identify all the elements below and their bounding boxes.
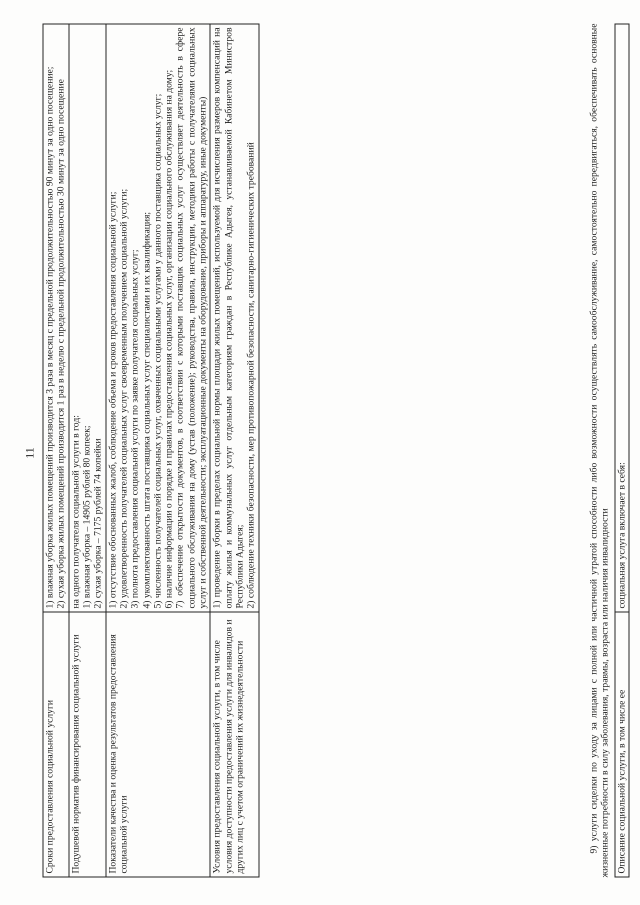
list-item: 1) влажная уборка жилых помещений производится 3 раза в месяц с предельной продолжительностью 90 минут за одно посещение;	[44, 66, 55, 608]
list-item: 6) наличие информации о порядке и правилах предоставления социальных услуг, организации социального обслуживания на дому;	[163, 69, 175, 608]
list-item: на одного получателя социальной услуги в год:	[69, 414, 81, 608]
list-item: 2) соблюдение техники безопасности, мер противопожарной безопасности, санитарно-гигиенических требований	[245, 141, 257, 608]
list-item: 2) сухая уборка жилых помещений производится 1 раз в неделю с предельной продолжительностью 30 минут за одно посещение	[55, 78, 67, 608]
row-label: Описание социальной услуги, в том числе ее	[615, 612, 629, 877]
list-item: 2) сухая уборка – 7175 рублей 74 копейки	[92, 437, 104, 608]
list-item: 7) обеспечение открытости документов, в соответствии с которыми поставщик социальных услуг осуществляет деятельность в сфере социального обслуживания на дому (устав (положение); руководства, правила, инструкции, методики работы с получателями социальных услуг и собственной деятельности; эксплуатационные документы на оборудование, приборы и аппаратуру, иные документы)	[174, 27, 209, 608]
row-label: Условия предоставления социальной услуги, в том числе условия доступности предоставления услуги для инвалидов и других лиц с учетом ограничений их жизнедеятельности	[210, 612, 258, 877]
table-row	[105, 24, 210, 877]
row-content	[210, 24, 258, 612]
row-content	[43, 24, 69, 612]
list-item: 1) проведение уборки в пределах социальной нормы площади жилых помещений, используемой для исчисления размеров компенсаций на оплату жилья и коммунальных услуг отдельным категориям граждан в Республике Адыгея, устанавливаемой Кабинетом Министров Республики Адыгея;	[211, 27, 245, 608]
row-content	[105, 24, 210, 612]
list-item: 3) полнота предоставления социальной услуги по заявке получателя социальных услуг;	[129, 248, 141, 608]
closing-paragraph-block	[588, 23, 611, 877]
row-content: социальная услуга включает в себя:	[615, 24, 629, 612]
table-row	[210, 24, 258, 877]
row-label: Показатели качества и оценка результатов предоставления социальной услуги	[105, 612, 210, 877]
list-item: 1) влажная уборка – 14905 рублей 80 копеек;	[80, 424, 92, 608]
next-table	[614, 23, 629, 877]
table-row	[68, 24, 105, 877]
row-content	[68, 24, 105, 612]
list-item: 1) отсутствие обоснованных жалоб, соблюдение объема и сроков предоставления социальной услуги;	[106, 191, 118, 608]
row-label: Сроки предоставления социальной услуги	[43, 612, 69, 877]
list-item: 5) численность получателей социальных услуг, охваченных социальными услугами у данного поставщика социальных услуг;	[151, 93, 163, 608]
row-label: Подушевой норматив финансирования социальной услуги	[68, 612, 105, 877]
closing-paragraph: 9) услуги сиделки по уходу за лицами с полной или частичной утратой способности либо возможности осуществлять самообслуживание, самостоятельно передвигаться, обеспечивать основные жизненные потребности в силу заболевания, травмы, возраста или наличия инвалидности	[588, 23, 611, 877]
service-table	[42, 23, 259, 877]
table-row	[43, 24, 69, 877]
list-item: 4) укомплектованность штата поставщика социальных услуг специалистами и их квалификация;	[140, 211, 152, 608]
table-row	[615, 24, 629, 877]
list-item: 2) удовлетворенность получателей социальных услуг своевременным получением социальной услуги;	[117, 188, 129, 608]
page-number: 11	[22, 446, 36, 459]
